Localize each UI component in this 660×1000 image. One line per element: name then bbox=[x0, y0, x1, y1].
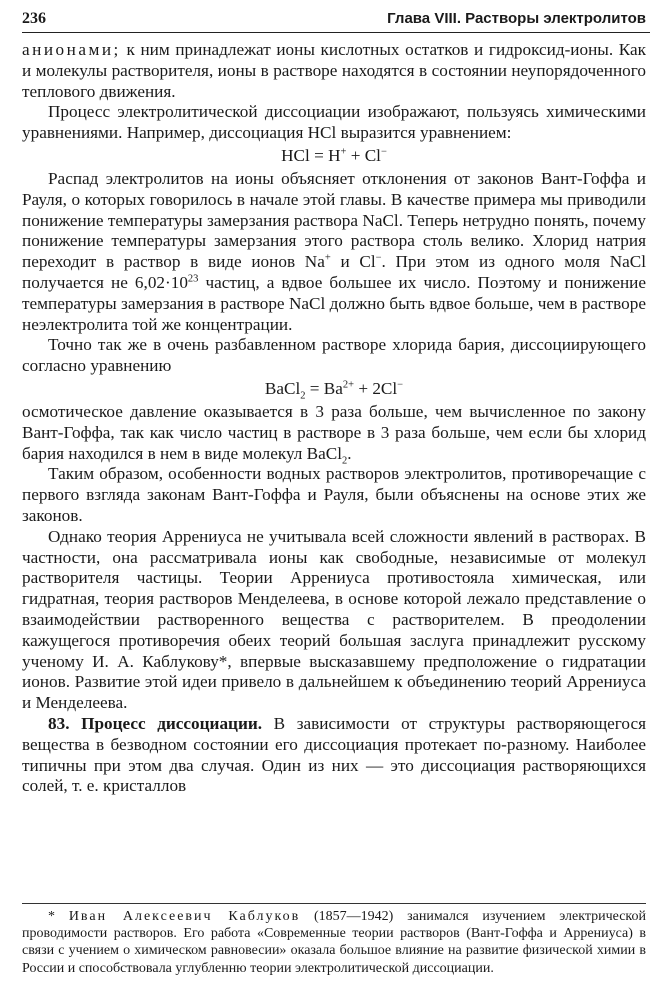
chapter-title: Глава VIII. Растворы электролитов bbox=[387, 10, 646, 27]
equation-bacl2 bbox=[22, 378, 646, 402]
text-run: частиц, а вдвое большее их число. Поэтому и понижение температуры замерзания в растворе NaCl должно быть вдвое больше, чем в растворе неэлектролита той же концентрации. bbox=[22, 272, 646, 334]
ion-charge: + bbox=[340, 146, 347, 158]
equation-part: HCl = H bbox=[281, 145, 341, 165]
paragraph-text: к ним принадлежат ионы кислотных остатков и гидроксид-ионы. Как и молекулы растворителя, ионы в растворе находятся в состоянии неупорядоченного теплового движения. bbox=[22, 40, 646, 101]
page-header bbox=[22, 4, 650, 33]
equation-part: BaCl bbox=[264, 378, 301, 398]
page-number: 236 bbox=[22, 10, 46, 27]
subscript: 2 bbox=[342, 454, 348, 466]
paragraph-anions bbox=[22, 40, 646, 102]
ion-charge: − bbox=[397, 379, 404, 391]
ion-charge: − bbox=[380, 146, 387, 158]
paragraph-conclusion: Таким образом, особенности водных растворов электролитов, противоречащие с первого взгляда законам Вант-Гоффа и Рауля, были объяснены на основе этих же законов. bbox=[22, 464, 646, 525]
section-heading: 83. Процесс диссоциации. bbox=[48, 713, 263, 733]
ion-charge: − bbox=[375, 252, 382, 264]
paragraph-barium: Точно так же в очень разбавленном растворе хлорида бария, диссоциирующего согласно уравнению bbox=[22, 335, 646, 376]
paragraph-osmotic bbox=[22, 402, 646, 464]
text-run: (1857—1942) занимался изучением электрической проводимости растворов. Его работа «Современные теории растворов (Вант-Гоффа и Аррениуса) в связи с учением о химическом равновесии» оказала большое влияние на развитие физической химии в России и способствовала углубленню теории электролитической диссоциации. bbox=[22, 909, 647, 976]
text-run: и Cl bbox=[330, 252, 376, 272]
paragraph-decay bbox=[22, 169, 646, 335]
ion-charge: + bbox=[324, 252, 331, 264]
text-run: В зависимости от структуры растворяющегося вещества в безводном состоянии его диссоциация протекает по-разному. Наиболее типичны при этом два случая. Один из них — это диссоциация растворяющихся солей, т. е. кристаллов bbox=[22, 713, 646, 796]
spaced-word: анионами; bbox=[22, 40, 121, 59]
paragraph-section-83 bbox=[22, 714, 646, 797]
equation-hcl bbox=[22, 145, 646, 166]
footnote-name: Иван Алексеевич Каблуков bbox=[68, 909, 301, 924]
exponent: 23 bbox=[187, 273, 199, 285]
main-text bbox=[22, 40, 646, 797]
equation-part: = Ba bbox=[305, 378, 343, 398]
footnote bbox=[22, 903, 646, 977]
equation-part: + 2Cl bbox=[354, 378, 398, 398]
text-run: . bbox=[347, 443, 352, 463]
paragraph-arrhenius: Однако теория Аррениуса не учитывала всей сложности явлений в растворах. В частности, она рассматривала ионы как свободные, независимые от молекул растворителя частицы. Теории Аррениуса противостояла химическая, или гидратная, теория растворов Менделеева, в основе которой лежало представление о взаимодействии растворенного вещества с растворителем. В преодолении кажущегося противоречия обеих теорий большая заслуга принадлежит русскому ученому И. А. Каблукову*, впервые высказавшему предположение о гидратации ионов. Развитие этой идеи привело в дальнейшем к объединению теорий Аррениуса и Менделеева. bbox=[22, 526, 646, 713]
subscript: 2 bbox=[300, 390, 306, 402]
text-run: Распад электролитов на ионы объясняет отклонения от законов Вант-Гоффа и Рауля, о которых говорилось в начале этой главы. В качестве примера мы приводили понижение температуры замерзания раствора NaCl. Теперь нетрудно понять, почему понижение температуры замерзания этого раствора столь велико. Хлорид натрия переходит в раствор в виде ионов Na bbox=[22, 168, 646, 272]
footnote-text bbox=[22, 908, 646, 977]
footnote-marker: * bbox=[48, 909, 69, 924]
paragraph-equations-intro: Процесс электролитической диссоциации изображают, пользуясь химическими уравнениями. Например, диссоциация HCl выразится уравнением: bbox=[22, 102, 646, 143]
equation-part: + Cl bbox=[346, 145, 381, 165]
ion-charge: 2+ bbox=[342, 379, 355, 391]
text-run: осмотическое давление оказывается в 3 раза больше, чем вычисленное по закону Вант-Гоффа, так как число частиц в растворе в 3 раза больше, чем если бы хлорид бария находился в нем в виде молекул BaCl bbox=[22, 401, 646, 463]
text-run: . При этом из одного моля NaCl получается не 6,02·10 bbox=[22, 252, 646, 292]
